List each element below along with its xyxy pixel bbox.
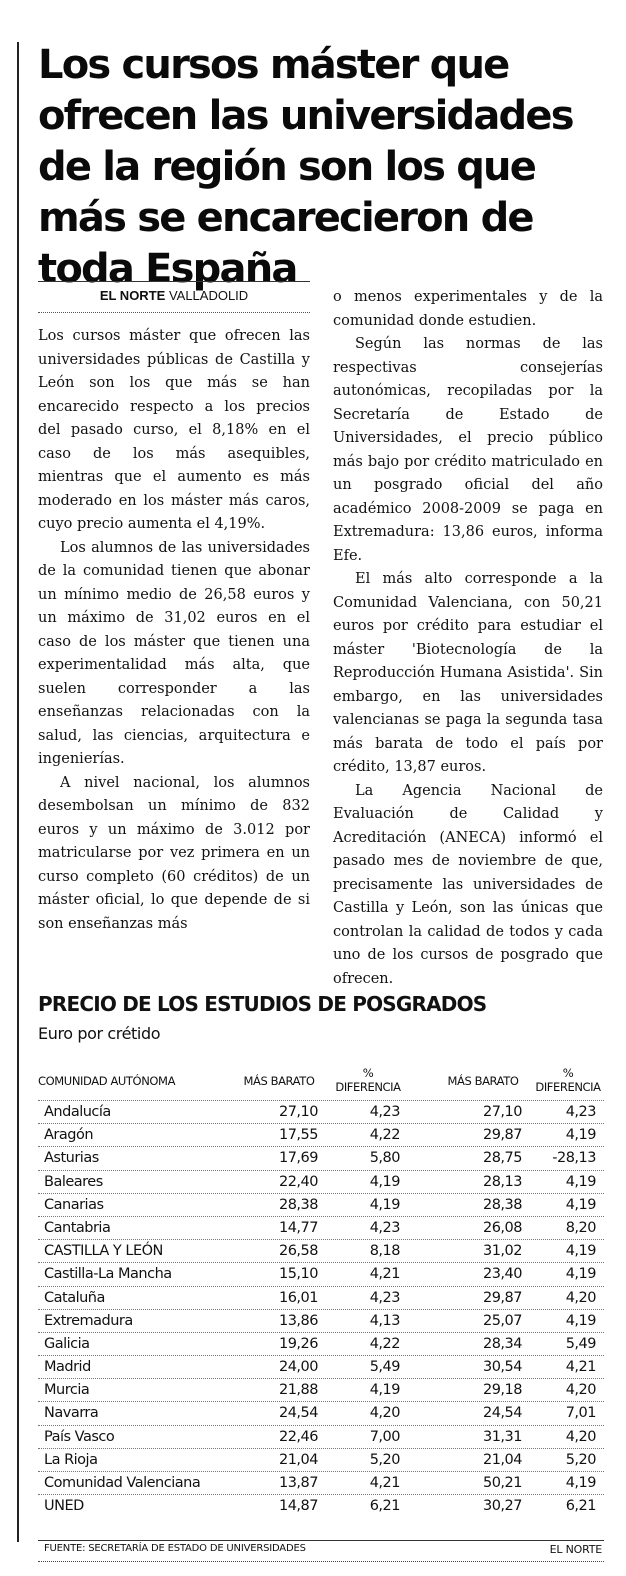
row-value: 4,19	[565, 1475, 596, 1491]
byline-place: VALLADOLID	[168, 288, 249, 303]
row-value: 28,13	[482, 1173, 522, 1190]
table-row	[38, 1448, 604, 1471]
row-value: 17,55	[278, 1127, 318, 1144]
row-value: 7,01	[565, 1405, 596, 1422]
row-value: 4,13	[369, 1312, 400, 1329]
table-title: PRECIO DE LOS ESTUDIOS DE POSGRADOS	[38, 992, 487, 1016]
row-value: 13,86	[278, 1312, 318, 1329]
row-value: 4,23	[369, 1289, 400, 1306]
paragraph: Según las normas de las respectivas consejerías autonómicas, recopiladas por la Secretaría de Estado de Universidades, el precio público más bajo por crédito matriculado en un posgrado oficial del año académico 2008-2009 se paga en Extremadura: 13,86 euros, informa Efe.	[333, 336, 603, 564]
table-row	[38, 1286, 604, 1309]
row-value: 19,26	[278, 1335, 318, 1352]
paragraph: Los cursos máster que ofrecen las universidades públicas de Castilla y León son los que más se han encarecido respecto a los precios del pasado curso, el 8,18% en el caso de los más asequibles, mientras que el aumento es más moderado en los máster más caros, cuyo precio aumenta el 4,19%.	[38, 328, 310, 532]
table-row	[38, 1146, 604, 1169]
table-footer	[38, 1540, 604, 1557]
table-row	[38, 1332, 604, 1355]
left-column-rule	[17, 42, 19, 1542]
row-value: 4,19	[565, 1173, 596, 1190]
row-region: Comunidad Valenciana	[44, 1475, 201, 1491]
row-region: La Rioja	[44, 1451, 98, 1468]
row-value: 24,54	[482, 1405, 522, 1422]
row-value: 28,34	[482, 1335, 522, 1352]
row-region: Murcia	[44, 1382, 90, 1399]
table-row	[38, 1216, 604, 1239]
table-row	[38, 1378, 604, 1401]
row-value: 4,19	[565, 1312, 596, 1329]
header-cheapest-1: MÁS BARATO	[243, 1074, 315, 1088]
table-row	[38, 1239, 604, 1262]
article-column-1	[38, 325, 310, 936]
row-value: 26,08	[482, 1219, 522, 1236]
row-value: 5,20	[565, 1451, 596, 1468]
header-difference-1: % DIFERENCIA	[335, 1066, 401, 1094]
header-region: COMUNIDAD AUTÓNOMA	[38, 1074, 176, 1088]
table-row	[38, 1309, 604, 1332]
row-value: 13,87	[278, 1475, 318, 1491]
row-value: 7,00	[369, 1428, 400, 1445]
row-value: 14,77	[278, 1219, 318, 1236]
row-value: 27,10	[278, 1104, 318, 1120]
row-value: 4,21	[369, 1266, 400, 1283]
row-region: Castilla-La Mancha	[44, 1266, 172, 1283]
table-source: FUENTE: SECRETARÍA DE ESTADO DE UNIVERSIDADES	[44, 1543, 306, 1554]
row-value: 22,40	[278, 1173, 318, 1190]
byline-source: EL NORTE	[99, 288, 166, 303]
paragraph: La Agencia Nacional de Evaluación de Calidad y Acreditación (ANECA) informó el pasado mes de noviembre de que, precisamente las universidades de Castilla y León, son las únicas que controlan la calidad de todos y cada uno de los cursos de posgrado que ofrecen.	[333, 782, 603, 987]
header-cheapest-2: MÁS BARATO	[447, 1074, 519, 1088]
row-region: Extremadura	[44, 1312, 133, 1329]
row-region: Cantabria	[44, 1219, 111, 1236]
row-value: 4,21	[565, 1359, 596, 1376]
row-value: 29,87	[482, 1127, 522, 1144]
table-row	[38, 1100, 604, 1123]
table-brand: EL NORTE	[549, 1543, 602, 1556]
row-value: 29,87	[482, 1289, 522, 1306]
row-value: 5,80	[369, 1150, 400, 1167]
row-region: Navarra	[44, 1405, 99, 1422]
row-value: 28,75	[482, 1150, 522, 1167]
row-region: Aragón	[44, 1127, 94, 1144]
row-value: 23,40	[482, 1266, 522, 1283]
row-value: 8,20	[565, 1219, 596, 1236]
row-region: País Vasco	[44, 1428, 115, 1445]
row-value: 4,19	[565, 1243, 596, 1260]
row-value: 8,18	[369, 1243, 400, 1260]
row-value: 28,38	[482, 1196, 522, 1213]
table-row	[38, 1355, 604, 1378]
article-column-2	[333, 286, 603, 991]
row-region: Cataluña	[44, 1289, 105, 1306]
row-value: 22,46	[278, 1428, 318, 1445]
row-region: Madrid	[44, 1359, 91, 1376]
row-value: 25,07	[482, 1312, 522, 1329]
row-value: 6,21	[369, 1498, 400, 1515]
paragraph: A nivel nacional, los alumnos desembolsan un mínimo de 832 euros y un máximo de 3.012 por matricularse por vez primera en un curso completo (60 créditos) de un máster oficial, lo que depende de si son enseñanzas más	[38, 774, 310, 932]
row-value: 31,02	[482, 1243, 522, 1260]
headline: Los cursos máster que ofrecen las universidades de la región son los que más se encarecieron de toda España	[38, 42, 573, 292]
row-value: 4,23	[565, 1104, 596, 1120]
row-value: 17,69	[278, 1150, 318, 1167]
bottom-rule	[38, 1561, 604, 1562]
header-difference-2: % DIFERENCIA	[535, 1066, 601, 1094]
row-value: 4,20	[565, 1382, 596, 1399]
table-row	[38, 1262, 604, 1285]
paragraph: o menos experimentales y de la comunidad donde estudien.	[333, 289, 603, 329]
row-value: 5,20	[369, 1451, 400, 1468]
row-value: 4,19	[565, 1127, 596, 1144]
row-value: 27,10	[482, 1104, 522, 1120]
row-value: 30,54	[482, 1359, 522, 1376]
row-region: Baleares	[44, 1173, 103, 1190]
paragraph: Los alumnos de las universidades de la comunidad tienen que abonar un mínimo medio de 26,58 euros y un máximo de 31,02 euros en el caso de los máster que tienen una experimentalidad más alta, que suelen corresponder a las enseñanzas relacionadas con la salud, las ciencias, arquitectura e ingenierías.	[38, 539, 310, 767]
row-value: 4,21	[369, 1475, 400, 1491]
row-region: Andalucía	[44, 1104, 111, 1120]
table-subtitle: Euro por crétido	[38, 1024, 161, 1043]
row-value: 4,22	[369, 1127, 400, 1144]
table-row	[38, 1425, 604, 1448]
table-row	[38, 1170, 604, 1193]
row-value: 28,38	[278, 1196, 318, 1213]
row-value: 4,19	[369, 1173, 400, 1190]
table-row	[38, 1193, 604, 1216]
row-value: 30,27	[482, 1498, 522, 1515]
byline	[38, 281, 310, 313]
table-row	[38, 1401, 604, 1424]
row-value: 24,00	[278, 1359, 318, 1376]
row-value: 26,58	[278, 1243, 318, 1260]
row-value: 6,21	[565, 1498, 596, 1515]
row-value: 15,10	[278, 1266, 318, 1283]
row-value: 29,18	[482, 1382, 522, 1399]
row-value: 4,19	[369, 1196, 400, 1213]
row-value: 4,20	[369, 1405, 400, 1422]
table-body	[38, 1100, 604, 1517]
paragraph: El más alto corresponde a la Comunidad Valenciana, con 50,21 euros por crédito para estudiar el máster 'Biotecnología de la Reproducción Humana Asistida'. Sin embargo, en las universidades valencianas se paga la segunda tasa más barata de todo el país por crédito, 13,87 euros.	[333, 571, 603, 775]
row-value: 5,49	[565, 1335, 596, 1352]
row-value: 4,22	[369, 1335, 400, 1352]
row-value: 5,49	[369, 1359, 400, 1376]
table-row	[38, 1123, 604, 1146]
row-region: Galicia	[44, 1335, 90, 1352]
table-row	[38, 1494, 604, 1517]
row-value: 4,19	[565, 1266, 596, 1283]
row-region: UNED	[44, 1498, 84, 1515]
row-value: -28,13	[552, 1150, 596, 1167]
row-value: 4,20	[565, 1428, 596, 1445]
byline-divider	[38, 306, 310, 313]
row-value: 50,21	[482, 1475, 522, 1491]
row-region: Canarias	[44, 1196, 104, 1213]
row-value: 4,19	[565, 1196, 596, 1213]
table-header	[38, 1060, 604, 1098]
row-value: 21,88	[278, 1382, 318, 1399]
table-row	[38, 1471, 604, 1494]
row-value: 31,31	[482, 1428, 522, 1445]
row-value: 4,23	[369, 1104, 400, 1120]
row-value: 21,04	[278, 1451, 318, 1468]
row-region: CASTILLA Y LEÓN	[44, 1243, 163, 1260]
row-region: Asturias	[44, 1150, 99, 1167]
row-value: 16,01	[278, 1289, 318, 1306]
row-value: 21,04	[482, 1451, 522, 1468]
row-value: 14,87	[278, 1498, 318, 1515]
row-value: 24,54	[278, 1405, 318, 1422]
row-value: 4,19	[369, 1382, 400, 1399]
row-value: 4,23	[369, 1219, 400, 1236]
row-value: 4,20	[565, 1289, 596, 1306]
